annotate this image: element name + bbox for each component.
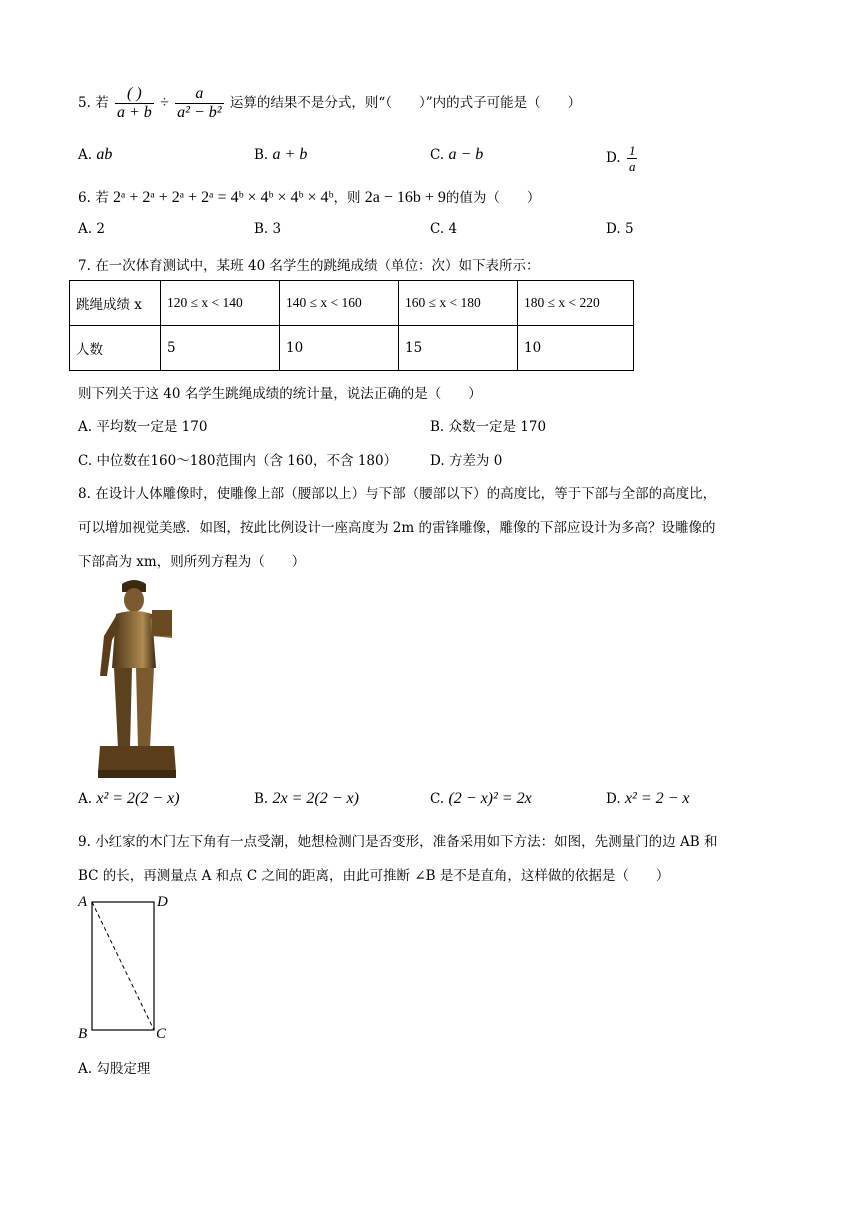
table-cell-range: 180 ≤ x < 220 <box>518 281 634 326</box>
q8-option-a: A. x² = 2(2 − x) <box>78 790 180 807</box>
point-label-d: D <box>157 894 168 910</box>
q8-line-2: 可以增加视觉美感．如图，按此比例设计一座高度为 2m 的雷锋雕像，雕像的下部应设计为多高？设雕像的 <box>78 520 716 536</box>
table-cell-count: 10 <box>518 326 634 371</box>
q6-option-b: B. 3 <box>254 221 282 237</box>
q6-equation: 2ᵃ + 2ᵃ + 2ᵃ + 2ᵃ = 4ᵇ × 4ᵇ × 4ᵇ × 4ᵇ <box>112 189 334 206</box>
q6-option-d: D. 5 <box>606 221 634 237</box>
q5-divide-sign: ÷ <box>160 94 169 111</box>
q6-expression: 2a − 16b + 9 <box>364 189 446 206</box>
q5-option-a: A. ab <box>78 146 113 163</box>
point-label-b: B <box>78 1026 88 1042</box>
table-cell-range: 160 ≤ x < 180 <box>399 281 518 326</box>
q7-question: 则下列关于这 40 名学生跳绳成绩的统计量，说法正确的是（ ） <box>78 386 482 402</box>
table-cell-range: 140 ≤ x < 160 <box>280 281 399 326</box>
q9-line-1: 9. 小红家的木门左下角有一点受潮，她想检测门是否变形，准备采用如下方法：如图，先测量门的边 AB 和 <box>78 834 718 850</box>
table-row <box>70 326 634 371</box>
q5-fraction-1: $\frac{( )}{a + b}$ <box>116 85 152 121</box>
point-label-a: A <box>78 894 88 910</box>
q5-fraction-2: $\frac{a}{\text{a² − b²}}$ <box>177 85 222 121</box>
q5-option-b: B. a + b <box>254 146 308 163</box>
table-cell-count: 5 <box>161 326 280 371</box>
table-cell-count: 10 <box>280 326 399 371</box>
q7-stem: 7. 在一次体育测试中，某班 40 名学生的跳绳成绩（单位：次）如下表所示： <box>78 258 540 274</box>
door-figure <box>74 890 184 1050</box>
statue-image <box>92 576 182 780</box>
q7-option-c: C. 中位数在160～180范围内（含 160，不含 180） <box>78 453 398 469</box>
q5-prefix: 若 <box>95 95 109 111</box>
q5-number: 5. <box>78 95 91 111</box>
table-cell-count: 15 <box>399 326 518 371</box>
q7-option-a: A. 平均数一定是 170 <box>78 419 208 435</box>
table-cell-range: 120 ≤ x < 140 <box>161 281 280 326</box>
q5-text: 运算的结果不是分式，则“（ ）”内的式子可能是（ ） <box>229 95 582 111</box>
q8-line-3: 下部高为 xm，则所列方程为（ ） <box>78 554 306 570</box>
q6-option-c: C. 4 <box>430 221 458 237</box>
q5-option-d: D. $\frac{1}{a}$ <box>606 143 636 174</box>
q6-stem: 6. 若 2ᵃ + 2ᵃ + 2ᵃ + 2ᵃ = 4ᵇ × 4ᵇ × 4ᵇ × 4ᵇ，则 2a − 16b + 9的值为（ ） <box>78 189 541 206</box>
point-label-c: C <box>156 1026 167 1042</box>
table-header-count: 人数 <box>70 326 161 371</box>
q7-option-b: B. 众数一定是 170 <box>430 419 547 435</box>
q8-option-b: B. 2x = 2(2 − x) <box>254 790 359 807</box>
table-row <box>70 281 634 326</box>
q9-line-2: BC 的长，再测量点 A 和点 C 之间的距离，由此可推断 ∠B 是不是直角，这样做的依据是（ ） <box>78 868 670 884</box>
table-header-score: 跳绳成绩 x <box>70 281 161 326</box>
score-table <box>69 280 634 371</box>
q5-stem <box>78 83 581 123</box>
q5-option-c: C. a − b <box>430 146 484 163</box>
q9-option-a: A. 勾股定理 <box>78 1061 151 1077</box>
q8-line-1: 8. 在设计人体雕像时，使雕像上部（腰部以上）与下部（腰部以下）的高度比，等于下部与全部的高度比， <box>78 486 717 502</box>
q8-option-d: D. x² = 2 − x <box>606 790 690 807</box>
q6-option-a: A. 2 <box>78 221 105 237</box>
q8-option-c: C. (2 − x)² = 2x <box>430 790 532 807</box>
q7-option-d: D. 方差为 0 <box>430 453 503 469</box>
